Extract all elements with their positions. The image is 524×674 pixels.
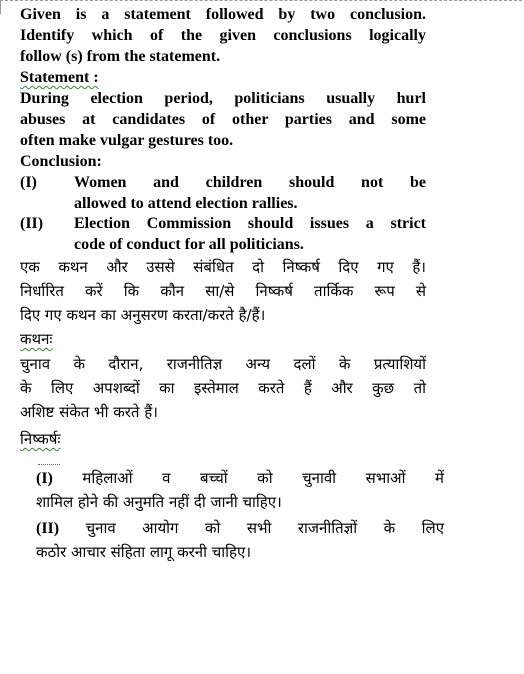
spellcheck-marker [38,460,60,465]
page-top-border [0,0,522,1]
conclusion-hi-heading-text: निष्कर्षः [20,430,61,448]
statement-hi-heading [20,328,52,350]
conclusion-hi-option-2-line-1 [36,516,444,540]
question-en-line-2: Identify which of the given conclusions logically [20,27,426,44]
statement-en-line-1: During election period, politicians usually hurl [20,90,426,107]
conclusion-en-option-2 [74,213,426,255]
conclusion-hi-option-1-text: महिलाओं व बच्चों को चुनावी सभाओं में [82,469,444,487]
question-hi [20,255,426,327]
conclusion-hi-option-1-line-1 [36,466,444,490]
conclusion-en-option-1-line-1: Women and children should not be [74,174,426,191]
conclusion-en-option-2-number: (II) [20,215,44,232]
statement-en-line-2: abuses at candidates of other parties and some [20,111,426,128]
statement-en-line-3: often make vulgar gestures too. [20,132,234,149]
conclusion-hi-heading [20,428,60,450]
statement-hi-heading-text: कथनः [20,330,53,348]
question-hi-line-1: एक कथन और उससे संबंधित दो निष्कर्ष दिए गए हैं। [20,258,426,276]
statement-hi-line-3: अशिष्ट संकेत भी करते हैं। [20,403,158,421]
conclusion-en-option-2-line-2: code of conduct for all politicians. [74,236,304,253]
statement-hi-line-2: के लिए अपशब्दों का इस्तेमाल करते हैं और कुछ तो [20,379,426,397]
conclusion-en-option-2-line-1: Election Commission should issues a strict [74,215,426,232]
conclusion-hi-option-2 [36,516,444,564]
conclusion-hi-option-1-number: (I) [36,470,53,487]
page-left-border [0,0,1,14]
question-en-line-1: Given is a statement followed by two conclusion. [20,6,426,23]
statement-en [20,88,426,151]
statement-en-heading [20,67,99,88]
statement-hi [20,352,426,424]
conclusion-hi-option-2-number: (II) [36,520,60,537]
conclusion-hi-option-1-line-2: शामिल होने की अनुमति नहीं दी जानी चाहिए। [36,493,282,511]
conclusion-en-option-1-line-2: allowed to attend election rallies. [74,195,298,212]
conclusion-en-heading: Conclusion: [20,153,102,170]
question-hi-line-2: निर्धारित करें कि कौन सा/से निष्कर्ष तार्किक रूप से [20,282,426,300]
question-en-line-3: follow (s) from the statement. [20,48,221,65]
question-en [20,4,426,67]
statement-hi-line-1: चुनाव के दौरान, राजनीतिज्ञ अन्य दलों के प्रत्याशियों [20,355,426,373]
question-hi-line-3: दिए गए कथन का अनुसरण करता/करते है/हैं। [20,306,266,324]
conclusion-en-option-1 [74,172,426,214]
conclusion-hi-option-1 [36,466,444,514]
conclusion-hi-option-2-text: चुनाव आयोग को सभी राजनीतिज्ञों के लिए [85,519,444,537]
conclusion-hi-option-2-line-2: कठोर आचार संहिता लागू करनी चाहिए। [36,543,252,561]
statement-en-heading-text: Statement : [20,69,99,86]
conclusion-en-option-1-number: (I) [20,174,37,191]
